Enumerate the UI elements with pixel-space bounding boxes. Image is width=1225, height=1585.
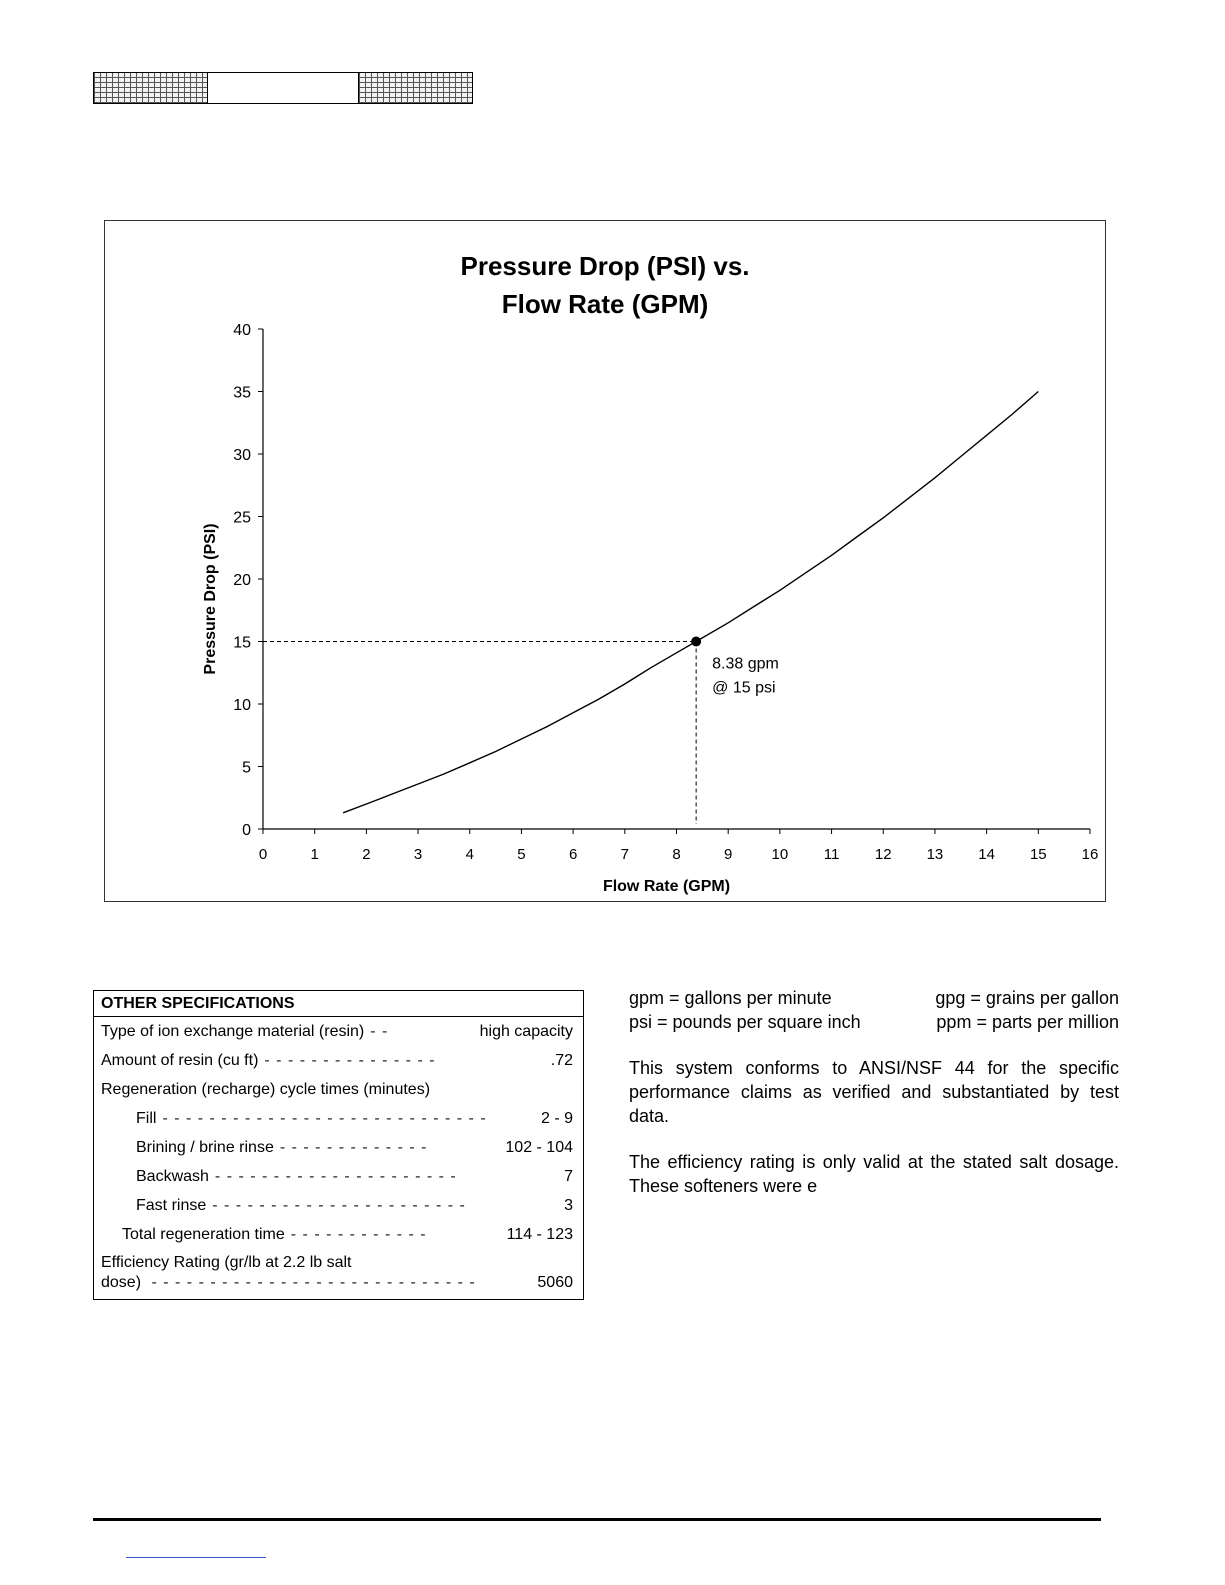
spec-row-label: Type of ion exchange material (resin)	[101, 1023, 365, 1040]
y-tick-label: 25	[233, 509, 251, 527]
spec-row	[94, 1220, 583, 1249]
spec-row	[94, 1075, 583, 1104]
spec-rows	[94, 1017, 583, 1249]
spec-row-leader: - - - - - - - - - - - -	[290, 1226, 427, 1243]
spec-row-label: Brining / brine rinse	[136, 1139, 274, 1156]
highlight-label: 8.38 gpm	[712, 655, 779, 673]
def-gpg: gpg = grains per gallon	[935, 988, 1119, 1008]
x-tick-label: 13	[926, 846, 944, 863]
spec-row-label: Fast rinse	[136, 1197, 207, 1214]
y-tick-label: 5	[242, 759, 251, 777]
y-tick-label: 30	[233, 447, 251, 464]
y-tick-label: 40	[233, 322, 251, 339]
spec-row-value: 3	[564, 1197, 573, 1214]
header-blank-cell	[207, 73, 359, 103]
footer-link-underline	[126, 1557, 266, 1558]
spec-row-leader: - - - - - - - - - - - - - - -	[264, 1052, 436, 1069]
chart-title-line1: Pressure Drop (PSI) vs.	[460, 251, 750, 281]
x-tick-label: 14	[978, 846, 995, 863]
header-pattern-box	[93, 72, 473, 104]
spec-row	[94, 1133, 583, 1162]
x-tick-label: 7	[620, 846, 629, 863]
spec-row-leader: - - - - - - - - - - - - - - - - - - - - - - - - - - - -	[162, 1110, 487, 1127]
x-tick-label: 9	[724, 846, 733, 863]
x-tick-label: 2	[362, 846, 371, 863]
efficiency-paragraph: The efficiency rating is only valid at the stated salt dosage. These softeners were e	[629, 1152, 1119, 1196]
spec-row-value: .72	[550, 1052, 573, 1069]
spec-row-label: Backwash	[136, 1168, 209, 1185]
spec-efficiency-value: 5060	[537, 1274, 573, 1291]
x-axis-label: Flow Rate (GPM)	[602, 878, 731, 895]
spec-row-label: Fill	[136, 1110, 157, 1127]
def-gpm: gpm = gallons per minute	[629, 988, 832, 1008]
spec-row-value: 2 - 9	[540, 1110, 573, 1127]
highlight-point	[691, 637, 701, 647]
def-ppm: ppm = parts per million	[936, 1012, 1119, 1032]
spec-row-value: high capacity	[479, 1023, 573, 1040]
x-tick-label: 12	[874, 846, 892, 863]
spec-efficiency-label-line1: Efficiency Rating (gr/lb at 2.2 lb salt	[101, 1254, 352, 1271]
spec-row-label: Amount of resin (cu ft)	[101, 1052, 259, 1069]
series-line	[343, 392, 1038, 813]
pressure-drop-chart	[104, 220, 1106, 902]
spec-row-label: Regeneration (recharge) cycle times (minutes)	[101, 1081, 431, 1098]
x-tick-label: 5	[517, 846, 526, 863]
x-tick-label: 0	[258, 846, 268, 863]
def-psi: psi = pounds per square inch	[629, 1012, 861, 1032]
other-specifications-table	[93, 990, 584, 1300]
spec-table-header: OTHER SPECIFICATIONS	[94, 991, 583, 1017]
x-tick-label: 3	[413, 846, 423, 863]
spec-row-leader: - - - - - - - - - - - - - - - - - - - - -	[214, 1168, 457, 1185]
ansi-nsf-paragraph: This system conforms to ANSI/NSF 44 for the specific performance claims as verified and substantiated by test data.	[629, 1058, 1119, 1126]
spec-row-label: Total regeneration time	[122, 1226, 285, 1243]
y-tick-label: 35	[233, 384, 251, 402]
spec-row	[94, 1017, 583, 1046]
header-pattern-right	[359, 73, 472, 103]
spec-row-leader: - - - - - - - - - - - - -	[279, 1139, 428, 1156]
spec-row	[94, 1046, 583, 1075]
spec-row-efficiency	[94, 1249, 583, 1299]
x-tick-label: 10	[771, 846, 789, 863]
footer-rule	[93, 1518, 1101, 1521]
abbreviation-definitions	[629, 986, 1119, 1034]
x-tick-label: 11	[823, 846, 840, 863]
spec-row-leader: - - - - - - - - - - - - - - - - - - - - - -	[212, 1197, 466, 1214]
spec-row-value: 102 - 104	[505, 1139, 573, 1156]
x-tick-label: 1	[310, 846, 319, 863]
highlight-label: @ 15 psi	[712, 679, 776, 697]
x-tick-label: 6	[568, 846, 578, 863]
y-tick-label: 15	[233, 634, 251, 652]
x-tick-label: 15	[1029, 846, 1047, 863]
spec-row-leader: - -	[370, 1023, 389, 1040]
spec-row	[94, 1104, 583, 1133]
x-tick-label: 16	[1081, 846, 1099, 863]
x-tick-label: 4	[465, 846, 474, 863]
y-tick-label: 0	[242, 822, 251, 839]
y-tick-label: 20	[233, 572, 251, 589]
y-tick-label: 10	[233, 697, 251, 714]
spec-efficiency-leader: - - - - - - - - - - - - - - - - - - - - - - - - - - - -	[151, 1274, 476, 1291]
y-axis-label: Pressure Drop (PSI)	[202, 523, 219, 675]
spec-row	[94, 1191, 583, 1220]
chart-title-line2: Flow Rate (GPM)	[501, 289, 709, 319]
spec-row	[94, 1162, 583, 1191]
spec-row-value: 114 - 123	[506, 1226, 573, 1243]
spec-row-value: 7	[564, 1168, 573, 1185]
chart-svg	[105, 221, 1107, 903]
header-pattern-left	[94, 73, 207, 103]
spec-efficiency-label-line2: dose)	[101, 1274, 142, 1291]
x-tick-label: 8	[672, 846, 681, 863]
notes-column	[629, 986, 1119, 1198]
